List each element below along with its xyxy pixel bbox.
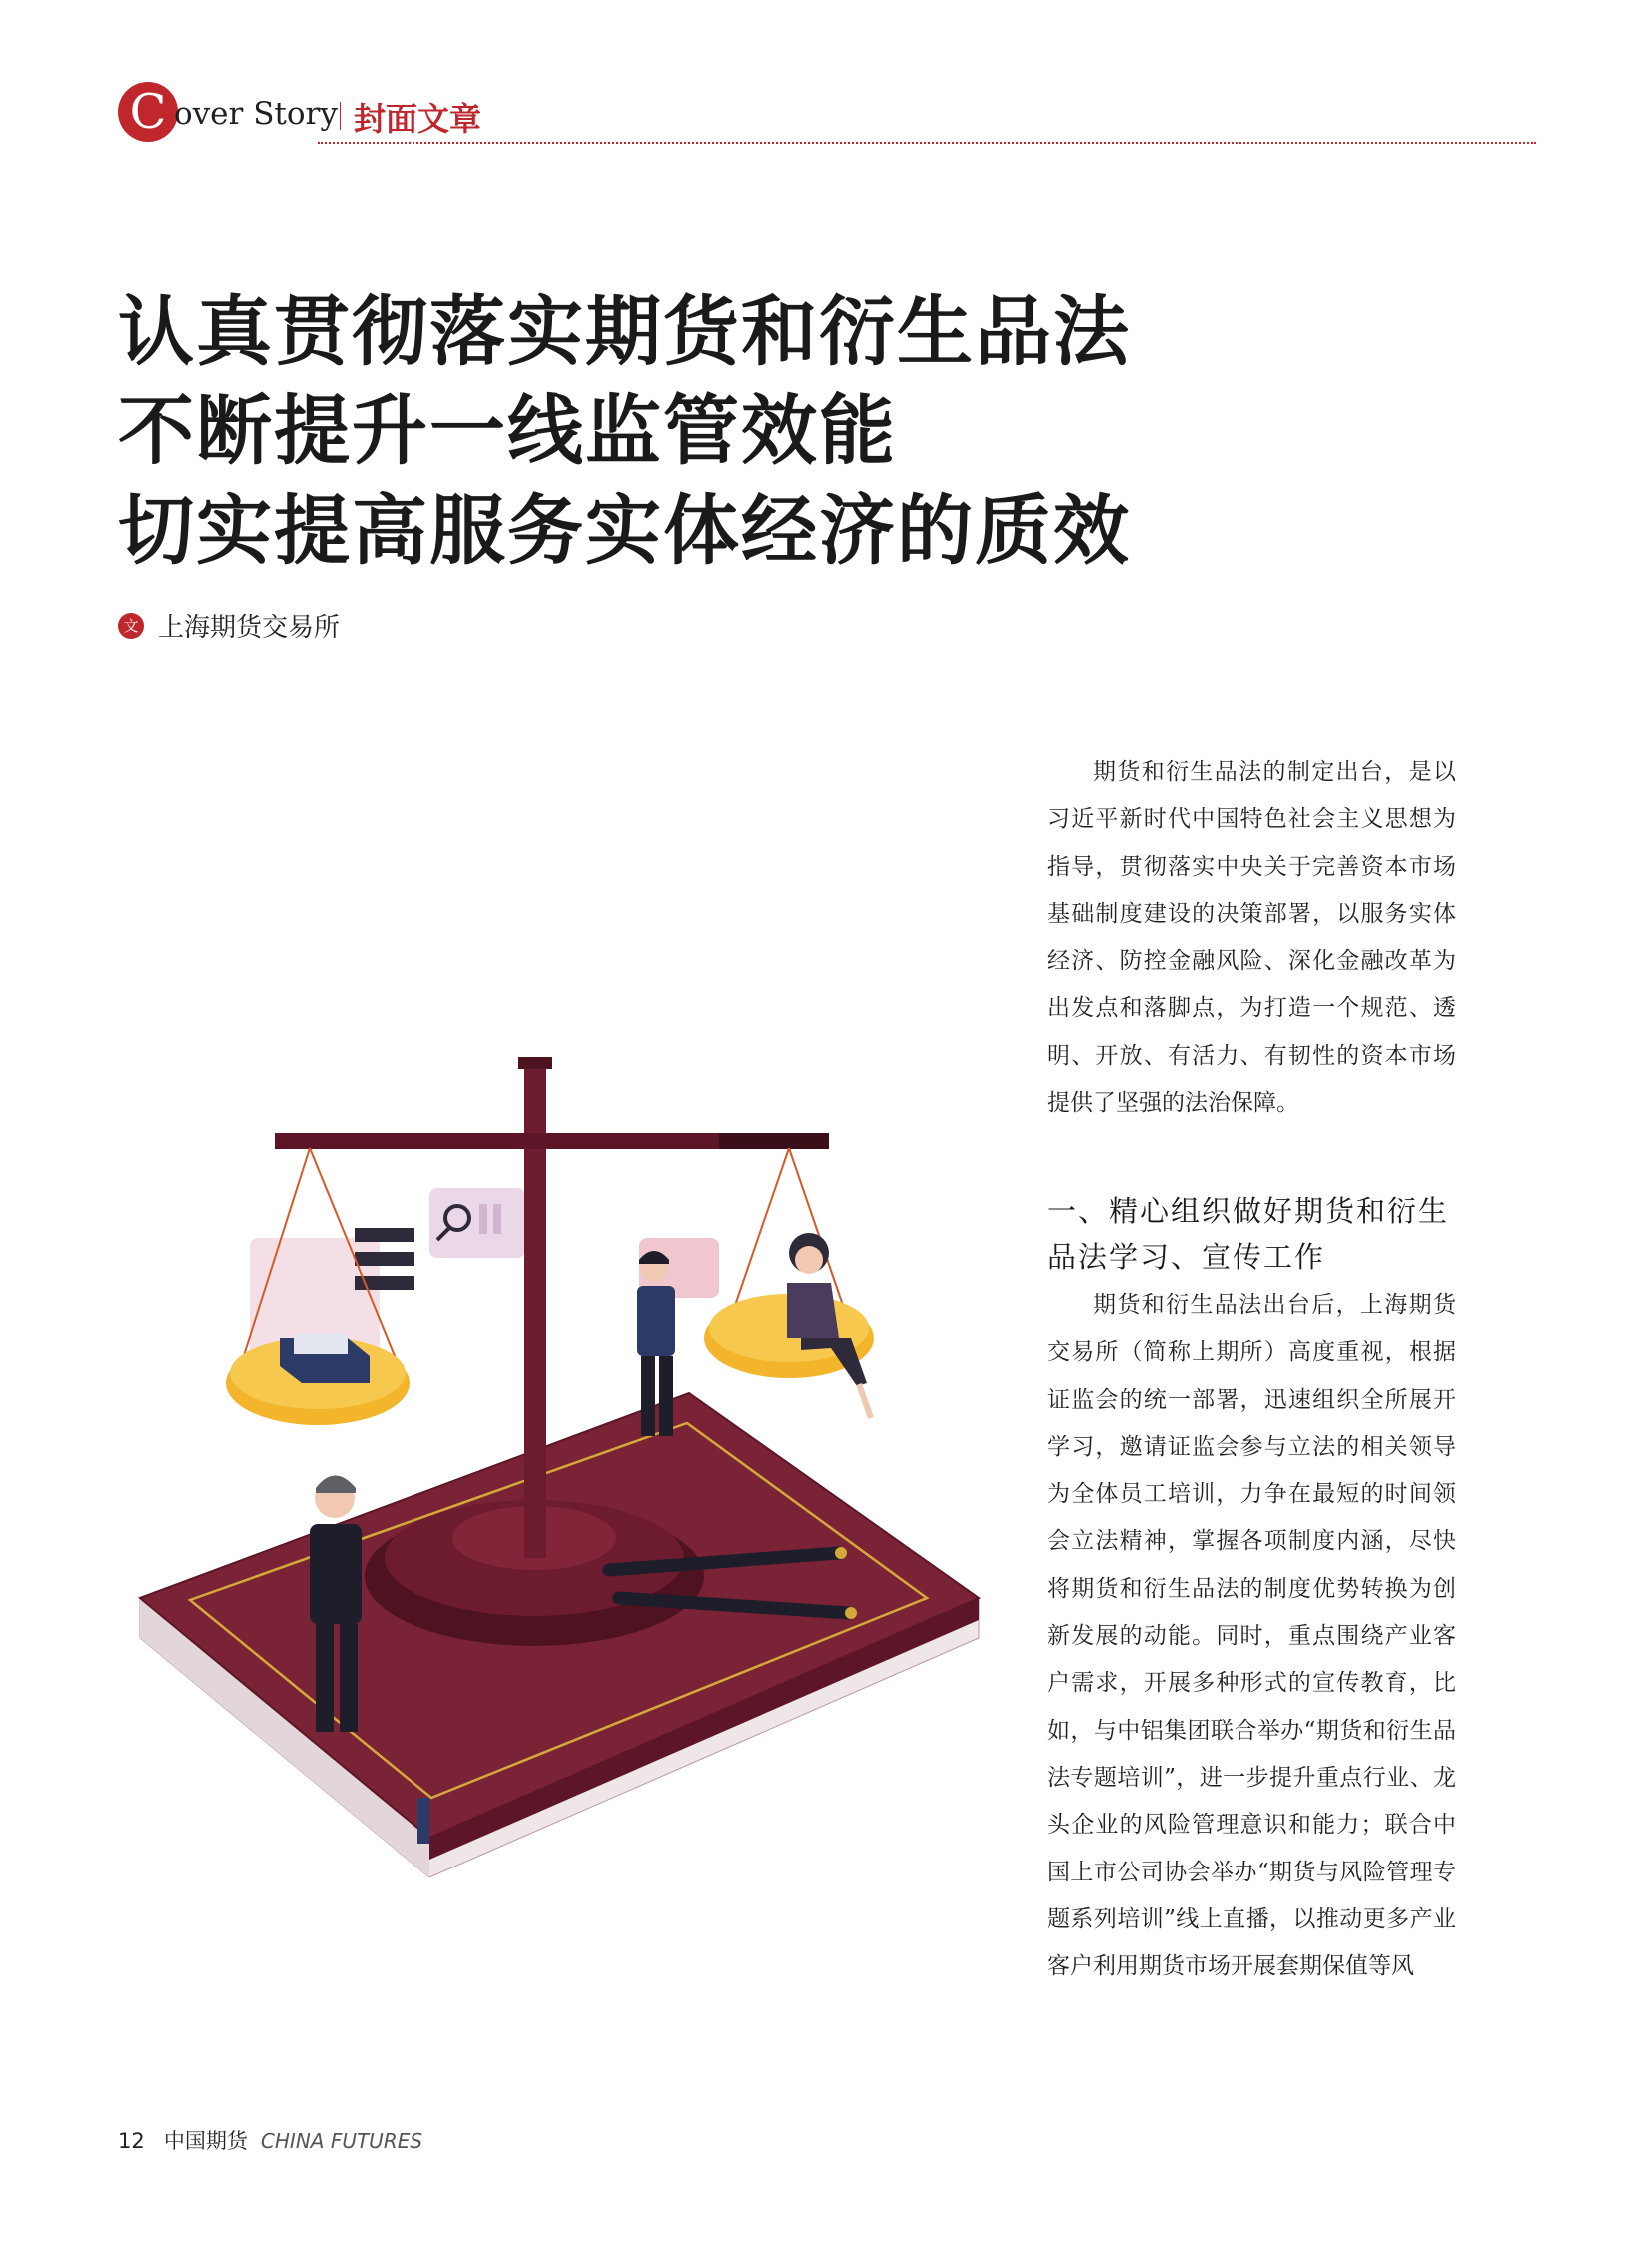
cover-story-initial: C <box>118 82 178 142</box>
title-line-1: 认真贯彻落实期货和衍生品法 <box>118 287 1131 375</box>
search-card-icon <box>429 1188 525 1258</box>
title-line-2: 不断提升一线监管效能 <box>118 386 897 475</box>
scales-of-justice-illustration <box>120 1039 999 1877</box>
header-dotted-rule <box>318 142 1536 144</box>
section-name-cn: 封面文章 <box>354 100 482 138</box>
page-number: 12 <box>118 2129 145 2153</box>
bookmark-ribbon <box>417 1798 429 1844</box>
section-header <box>118 82 1536 146</box>
header-separator <box>340 102 341 130</box>
article-body <box>1047 749 1456 2037</box>
title-line-3: 切实提高服务实体经济的质效 <box>118 486 1131 575</box>
section-1-heading: 一、精心组织做好期货和衍生品法学习、宣传工作 <box>1047 1194 1450 1274</box>
intro-paragraph: 期货和衍生品法的制定出台，是以习近平新时代中国特色社会主义思想为指导，贯彻落实中央关于完善资本市场基础制度建设的决策部署，以服务实体经济、防控金融风险、深化金融改革为出发点和落脚点，为打造一个规范、透明、开放、有活力、有韧性的资本市场提供了坚强的法治保障。 <box>1047 759 1456 1117</box>
cover-story-label: over Story <box>174 96 338 132</box>
page-footer <box>118 2125 422 2155</box>
article-title <box>118 282 1416 581</box>
author-icon: 文 <box>118 613 144 639</box>
author-name: 上海期货交易所 <box>158 613 341 643</box>
section-1-paragraph: 期货和衍生品法出台后，上海期货交易所（简称上期所）高度重视，根据证监会的统一部署，迅速组织全所展开学习，邀请证监会参与立法的相关领导为全体员工培训，力争在最短的时间领会立法精神，掌握各项制度内涵，尽快将期货和衍生品法的制度优势转换为创新发展的动能。同时，重点围绕产业客户需求，开展多种形式的宣传教育，比如，与中铝集团联合举办“期货和衍生品法专题培训”，进一步提升重点行业、龙头企业的风险管理意识和能力；联合中国上市公司协会举办“期货与风险管理专题系列培训”线上直播，以推动更多产业客户利用期货市场开展套期保值等风 <box>1047 1292 1456 1980</box>
magazine-name-cn: 中国期货 <box>163 2129 248 2153</box>
magazine-name-en: CHINA FUTURES <box>260 2129 423 2153</box>
